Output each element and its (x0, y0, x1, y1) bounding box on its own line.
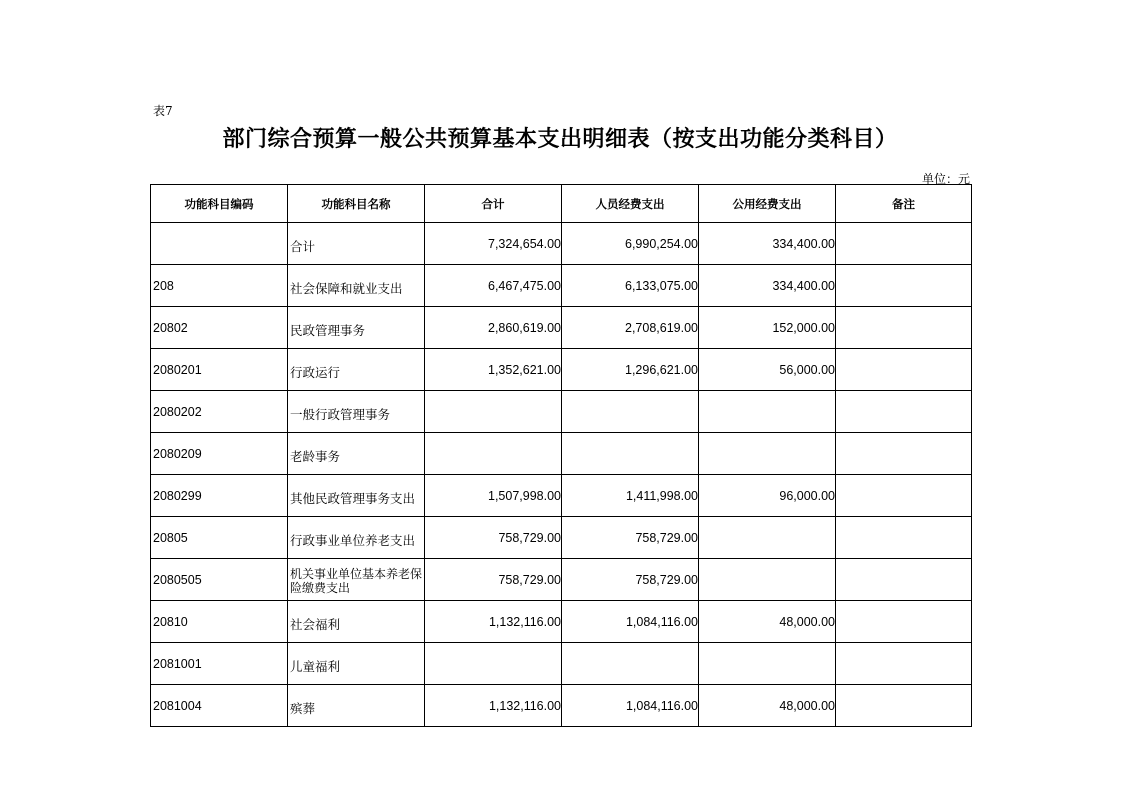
cell-public: 56,000.00 (699, 349, 836, 391)
cell-name: 民政管理事务 (288, 307, 425, 349)
cell-personnel: 1,084,116.00 (562, 601, 699, 643)
cell-personnel: 1,084,116.00 (562, 685, 699, 727)
cell-public (699, 391, 836, 433)
table-row (151, 265, 972, 307)
cell-code: 2080209 (151, 433, 288, 475)
cell-note (836, 685, 972, 727)
cell-total: 6,467,475.00 (425, 265, 562, 307)
table-tag: 表7 (153, 104, 173, 118)
cell-note (836, 559, 972, 601)
cell-code (151, 223, 288, 265)
cell-code: 2080299 (151, 475, 288, 517)
cell-code: 2080202 (151, 391, 288, 433)
cell-personnel: 6,990,254.00 (562, 223, 699, 265)
cell-name: 行政运行 (288, 349, 425, 391)
cell-note (836, 391, 972, 433)
cell-code: 20805 (151, 517, 288, 559)
table-row (151, 391, 972, 433)
cell-total (425, 643, 562, 685)
table-row (151, 685, 972, 727)
cell-code: 2080505 (151, 559, 288, 601)
cell-personnel: 2,708,619.00 (562, 307, 699, 349)
cell-public: 96,000.00 (699, 475, 836, 517)
cell-personnel: 1,411,998.00 (562, 475, 699, 517)
cell-total: 758,729.00 (425, 559, 562, 601)
cell-public: 48,000.00 (699, 685, 836, 727)
header-total: 合计 (425, 185, 562, 223)
cell-total: 758,729.00 (425, 517, 562, 559)
cell-note (836, 517, 972, 559)
header-note: 备注 (836, 185, 972, 223)
cell-name: 儿童福利 (288, 643, 425, 685)
cell-name: 一般行政管理事务 (288, 391, 425, 433)
cell-total: 7,324,654.00 (425, 223, 562, 265)
cell-personnel: 1,296,621.00 (562, 349, 699, 391)
cell-name: 其他民政管理事务支出 (288, 475, 425, 517)
cell-personnel: 6,133,075.00 (562, 265, 699, 307)
table-row (151, 349, 972, 391)
cell-public: 334,400.00 (699, 265, 836, 307)
cell-note (836, 349, 972, 391)
header-row (151, 185, 972, 223)
cell-personnel: 758,729.00 (562, 559, 699, 601)
cell-personnel (562, 433, 699, 475)
table-row (151, 559, 972, 601)
cell-name: 殡葬 (288, 685, 425, 727)
budget-table (150, 184, 972, 727)
cell-personnel (562, 391, 699, 433)
cell-public: 152,000.00 (699, 307, 836, 349)
cell-total: 1,132,116.00 (425, 685, 562, 727)
header-name: 功能科目名称 (288, 185, 425, 223)
cell-note (836, 601, 972, 643)
table-row (151, 223, 972, 265)
cell-total (425, 433, 562, 475)
cell-code: 20802 (151, 307, 288, 349)
unit-label: 单位：元 (921, 172, 970, 186)
cell-note (836, 307, 972, 349)
table-row (151, 475, 972, 517)
table-row (151, 307, 972, 349)
cell-total: 1,132,116.00 (425, 601, 562, 643)
cell-name: 老龄事务 (288, 433, 425, 475)
cell-personnel: 758,729.00 (562, 517, 699, 559)
cell-public: 334,400.00 (699, 223, 836, 265)
cell-public (699, 433, 836, 475)
page-title: 部门综合预算一般公共预算基本支出明细表（按支出功能分类科目） (222, 127, 898, 152)
cell-code: 20810 (151, 601, 288, 643)
header-personnel: 人员经费支出 (562, 185, 699, 223)
cell-code: 2081004 (151, 685, 288, 727)
table-row (151, 643, 972, 685)
cell-total: 1,507,998.00 (425, 475, 562, 517)
cell-public (699, 517, 836, 559)
cell-name: 合计 (288, 223, 425, 265)
header-code: 功能科目编码 (151, 185, 288, 223)
cell-total: 2,860,619.00 (425, 307, 562, 349)
cell-code: 2080201 (151, 349, 288, 391)
table-row (151, 517, 972, 559)
cell-note (836, 475, 972, 517)
cell-name: 社会福利 (288, 601, 425, 643)
table-row (151, 433, 972, 475)
table-row (151, 601, 972, 643)
cell-total: 1,352,621.00 (425, 349, 562, 391)
cell-note (836, 265, 972, 307)
cell-name: 社会保障和就业支出 (288, 265, 425, 307)
cell-total (425, 391, 562, 433)
cell-public (699, 643, 836, 685)
cell-note (836, 223, 972, 265)
cell-code: 208 (151, 265, 288, 307)
cell-public: 48,000.00 (699, 601, 836, 643)
cell-note (836, 433, 972, 475)
cell-name: 行政事业单位养老支出 (288, 517, 425, 559)
cell-personnel (562, 643, 699, 685)
cell-code: 2081001 (151, 643, 288, 685)
cell-note (836, 643, 972, 685)
header-public: 公用经费支出 (699, 185, 836, 223)
cell-public (699, 559, 836, 601)
cell-name: 机关事业单位基本养老保险缴费支出 (288, 559, 425, 601)
